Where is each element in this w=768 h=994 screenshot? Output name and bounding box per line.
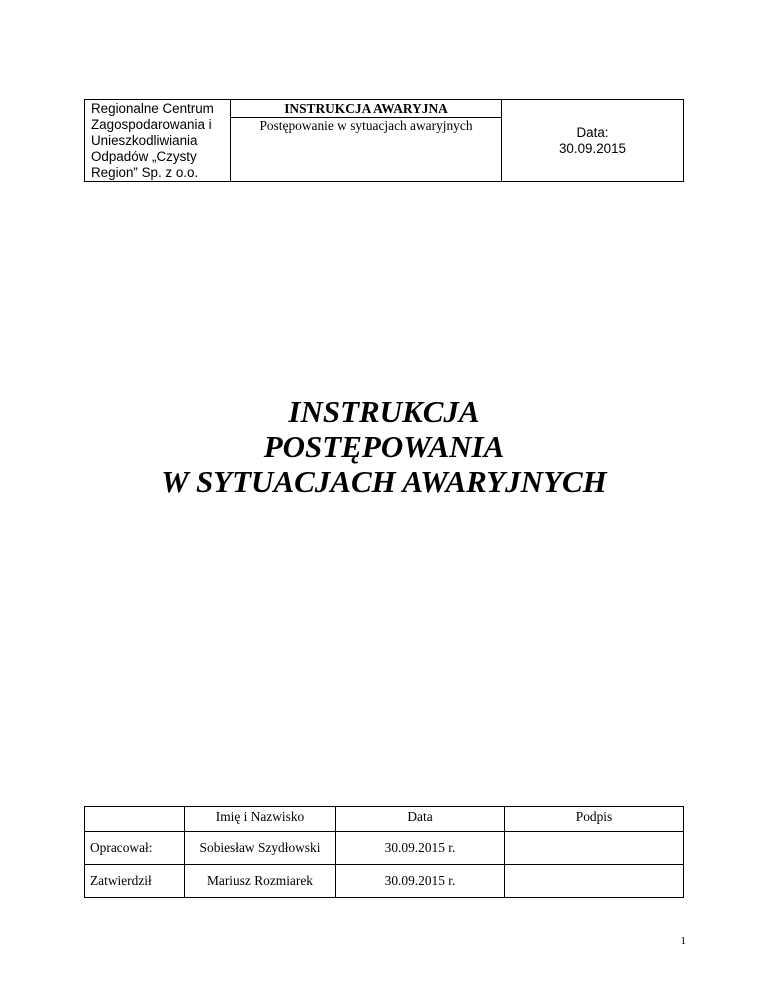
date-value: 30.09.2015 — [558, 140, 627, 156]
signature-approved — [505, 865, 684, 898]
approval-header-row — [85, 807, 684, 832]
signature-prepared — [505, 832, 684, 865]
main-title — [0, 394, 768, 499]
date-label: Data: — [576, 124, 609, 140]
document-title-cell — [231, 100, 502, 182]
page-number: 1 — [680, 935, 686, 947]
name-approved: Mariusz Rozmiarek — [185, 865, 336, 898]
document-subtitle: Postępowanie w sytuacjach awaryjnych — [259, 118, 473, 133]
role-prepared: Opracował: — [85, 832, 185, 865]
name-prepared: Sobiesław Szydłowski — [185, 832, 336, 865]
date-cell — [502, 100, 684, 182]
main-title-line-2: POSTĘPOWANIA — [263, 429, 505, 464]
main-title-line-1: INSTRUKCJA — [288, 394, 480, 429]
date-prepared: 30.09.2015 r. — [336, 832, 505, 865]
table-row — [85, 832, 684, 865]
organization-cell — [85, 100, 231, 182]
date-approved: 30.09.2015 r. — [336, 865, 505, 898]
header-name: Imię i Nazwisko — [185, 807, 336, 832]
header-signature: Podpis — [505, 807, 684, 832]
header-empty-cell — [85, 807, 185, 832]
header-date: Data — [336, 807, 505, 832]
table-row — [85, 865, 684, 898]
document-type: INSTRUKCJA AWARYJNA — [231, 100, 501, 118]
main-title-line-3: W SYTUACJACH AWARYJNYCH — [161, 464, 607, 499]
approval-table — [84, 806, 684, 898]
role-approved: Zatwierdził — [85, 865, 185, 898]
document-header-table — [84, 99, 684, 182]
organization-name: Regionalne Centrum Zagospodarowania i Unieszkodliwiania Odpadów „Czysty Region” Sp. z o.o. — [91, 101, 214, 180]
